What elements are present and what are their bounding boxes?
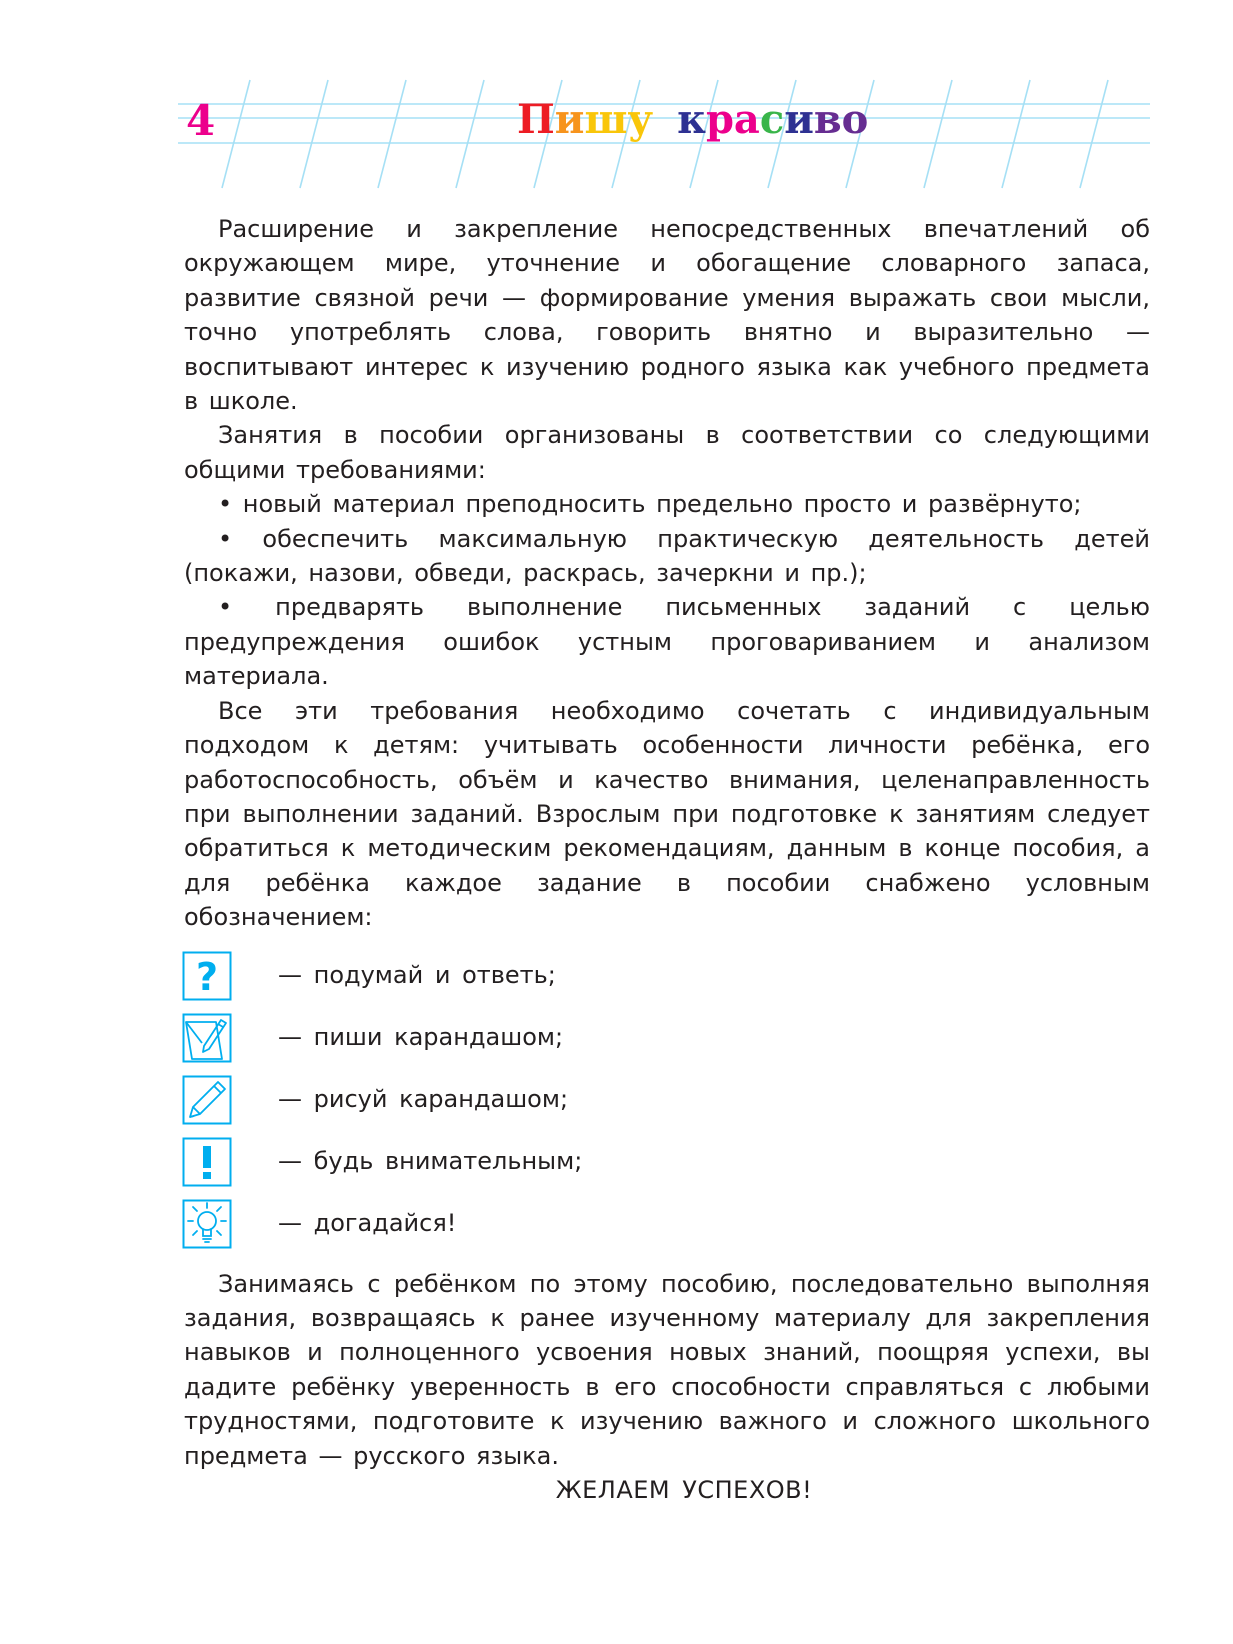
legend-item [182,1071,1150,1129]
bullet-item: • новый материал преподносить предельно просто и развёрнуто; [218,490,1082,519]
page-number: 4 [186,96,216,145]
title-letter: р [705,96,734,143]
lightbulb-icon [182,1199,232,1249]
paragraph: Занятия в пособии организованы в соответствии со следующими общими требованиями: [184,421,1150,484]
page-title [517,96,869,143]
legend-item [182,1009,1150,1067]
title-letter: П [517,96,555,143]
paragraph: Занимаясь с ребёнком по этому пособию, последовательно выполняя задания, возвращаясь к ранее изученному материалу для закрепления навыков и полноценного усвоения новых знаний, поощряя успехи, вы дадите ребёнку уверенность в его способности справляться с любыми трудностями, подготовите к изучению важного и сложного школьного предмета — русского языка. [184,1269,1150,1470]
pencil-draw-icon [182,1075,232,1125]
closing-wish: ЖЕЛАЕМ УСПЕХОВ! [555,1475,813,1504]
title-letter: у [627,96,654,143]
paragraph: Расширение и закрепление непосредственных впечатлений об окружающем мире, уточнение и обогащение словарного запаса, развитие связной речи — формирование умения выражать свои мысли, точно употреблять слова, говорить внятно и выразительно — воспитывают интерес к изучению родного языка как учебного предмета в школе. [184,215,1150,416]
title-letter: в [813,96,842,143]
question-mark-icon [182,951,232,1001]
paragraph: Все эти требования необходимо сочетать с индивидуальным подходом к детям: учитывать особенности личности ребёнка, его работоспособность, объём и качество внимания, целенаправленность при выполнении заданий. Взрослым при подготовке к занятиям следует обратиться к методическим рекомендациям, данным в конце пособия, а для ребёнка каждое задание в пособии снабжено условным обозначением: [184,696,1150,932]
page-header [0,0,1233,200]
title-letter: ш [584,96,628,143]
bullet-item: • обеспечить максимальную практическую деятельность детей (покажи, назови, обведи, раскрась, зачеркни и пр.); [184,524,1150,588]
legend-label: — пиши карандашом; [278,1023,564,1052]
title-letter: с [759,96,785,143]
title-letter: и [784,96,814,143]
exclamation-icon [182,1137,232,1187]
main-text [184,212,1150,1507]
title-letter: к [677,96,706,143]
legend-item [182,1195,1150,1253]
title-letter: о [841,96,869,143]
legend-item [182,947,1150,1005]
svg-text:?: ? [195,954,219,999]
legend-label: — догадайся! [278,1209,457,1238]
legend-label: — будь внимательным; [278,1147,583,1176]
title-letter: и [554,96,585,143]
pencil-write-icon [182,1013,232,1063]
legend-label: — подумай и ответь; [278,961,556,990]
title-letter: а [733,96,760,143]
legend-list [182,947,1150,1253]
legend-label: — рисуй карандашом; [278,1085,569,1114]
bullet-item: • предварять выполнение письменных заданий с целью предупреждения ошибок устным проговариванием и анализом материала. [184,593,1150,691]
legend-item [182,1133,1150,1191]
